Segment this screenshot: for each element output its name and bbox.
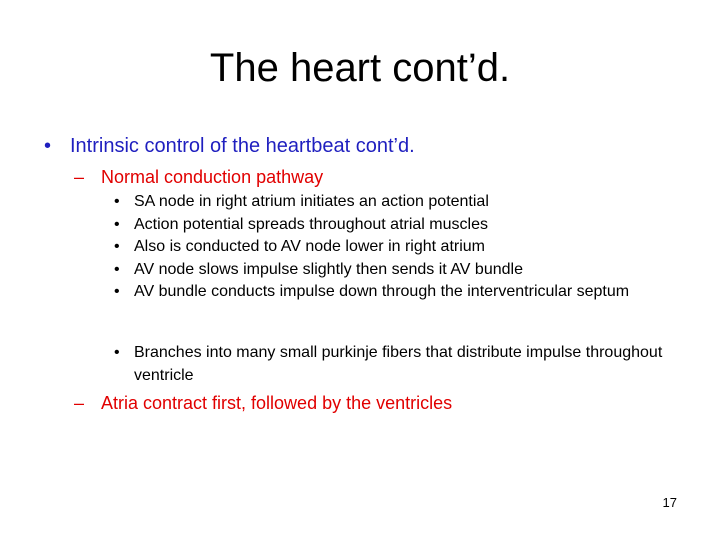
bullet-icon: •: [114, 260, 120, 278]
level2-item-conduction-pathway: [74, 166, 323, 188]
bullet-icon: •: [44, 135, 52, 157]
list-item: [114, 191, 674, 214]
bullet-icon: •: [114, 238, 120, 255]
list-item-text: Branches into many small purkinje fibers that distribute impulse throughout ventricle: [134, 344, 663, 384]
level2-item-atria-contract: [74, 392, 452, 414]
list-item-text: Action potential spreads throughout atrial muscles: [134, 215, 488, 233]
page-number: 17: [662, 495, 677, 510]
level1-bullet-item: [44, 133, 415, 159]
list-item: [114, 259, 674, 282]
list-item-text: AV node slows impulse slightly then sends it AV bundle: [134, 260, 523, 278]
dash-icon: –: [74, 167, 85, 187]
list-item: [114, 214, 674, 237]
list-item-text: AV bundle conducts impulse down through the interventricular septum: [134, 283, 630, 300]
slide-title: The heart cont’d.: [209, 46, 511, 90]
bullet-icon: •: [114, 215, 120, 233]
list-item: [114, 236, 674, 259]
level3-list-continued: [114, 342, 674, 387]
bullet-icon: •: [114, 344, 120, 361]
level2-text: Normal conduction pathway: [101, 167, 324, 187]
list-item: [114, 281, 674, 304]
level1-text: Intrinsic control of the heartbeat cont’d.: [70, 135, 415, 157]
bullet-icon: •: [114, 283, 120, 300]
level3-list: [114, 191, 674, 304]
dash-icon: –: [74, 393, 85, 413]
list-item-text: SA node in right atrium initiates an action potential: [134, 193, 489, 210]
level2-text: Atria contract first, followed by the ventricles: [101, 393, 453, 413]
list-item: [114, 342, 674, 387]
bullet-icon: •: [114, 193, 120, 210]
list-item-text: Also is conducted to AV node lower in right atrium: [134, 238, 485, 255]
